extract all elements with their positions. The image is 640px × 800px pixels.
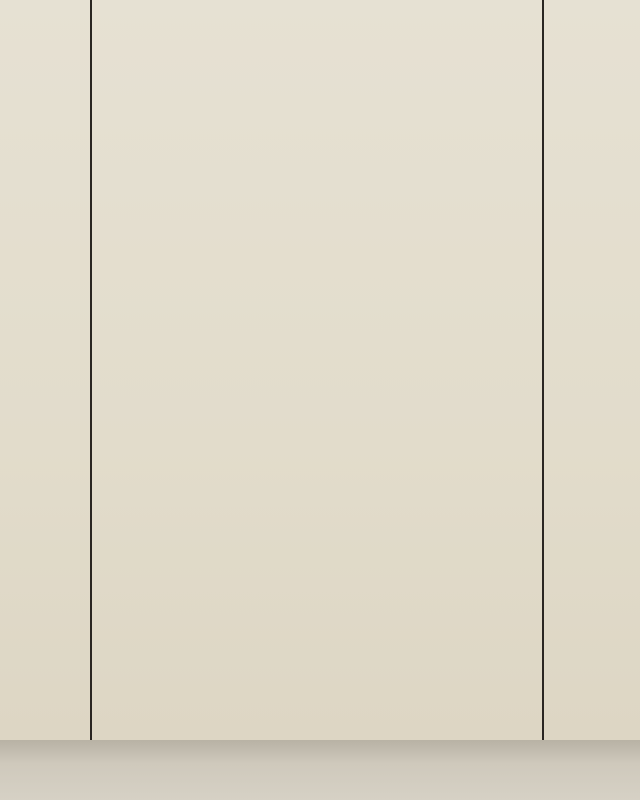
- page-shadow-edge: [0, 740, 640, 800]
- column-rule-left: [90, 0, 92, 740]
- column-rule-right: [542, 0, 544, 740]
